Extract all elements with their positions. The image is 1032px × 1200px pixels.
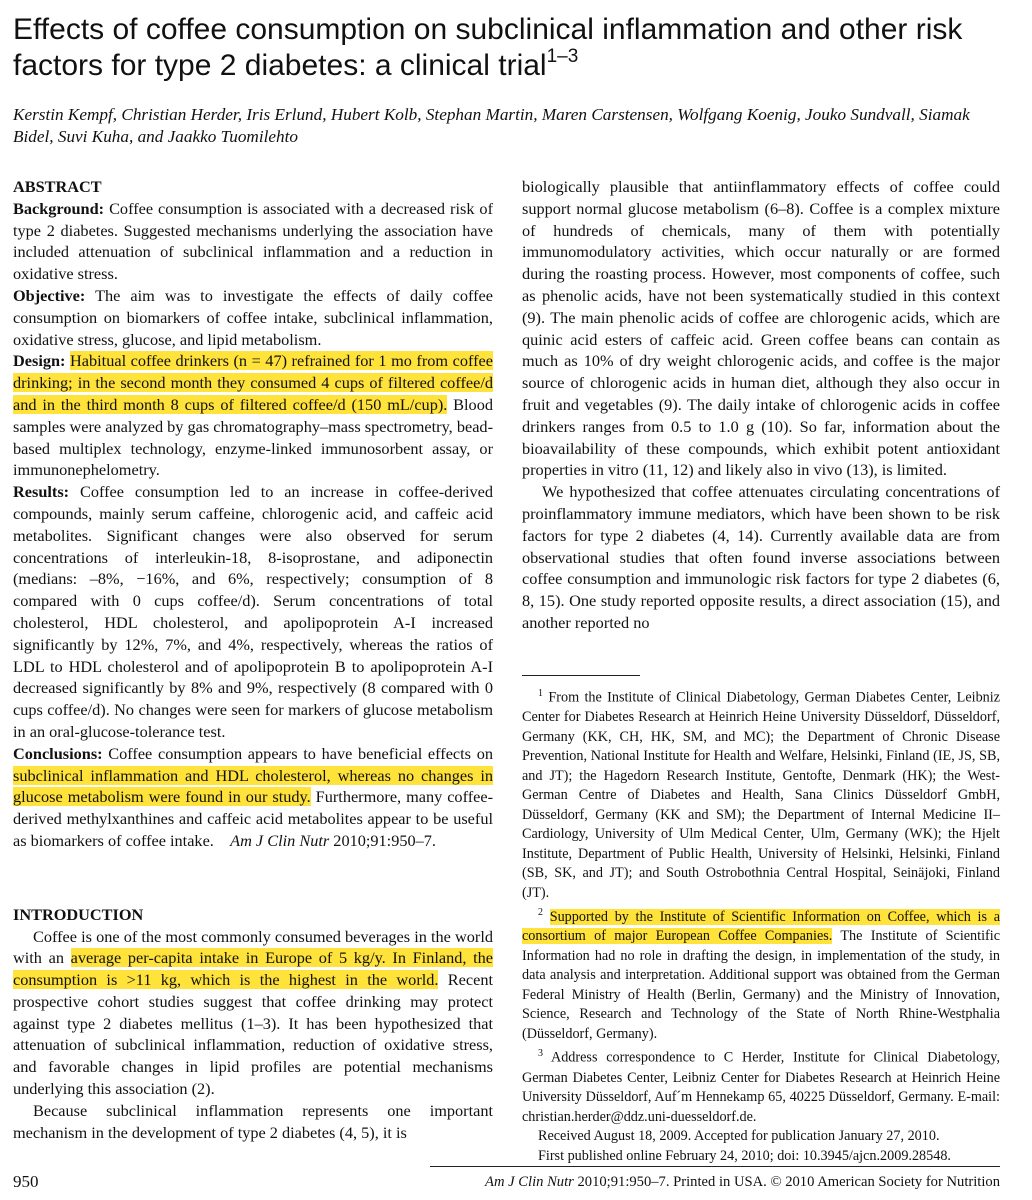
design-text: Blood samples were analyzed by gas chromatography–mass spectrometry, bead-based multiplex technology, enzyme-linked immunosorbent assay, or immunonephelometry.	[13, 394, 493, 480]
footer-citation: 2010;91:950–7. Printed in USA. © 2010 American Society for Nutrition	[577, 1174, 1000, 1190]
objective-text: The aim was to investigate the effects of daily coffee consumption on biomarkers of coffee intake, subclinical inflammation, oxidative stress, glucose, and lipid metabolism.	[13, 285, 493, 349]
footnote-1-mark: 1	[538, 688, 543, 699]
design-highlight: Habitual coffee drinkers (n = 47) refrained for 1 mo from coffee drinking; in the second month they consumed 4 cups of filtered coffee/d and in the third month 8 cups of filtered coffee/d (150 mL/cup).	[13, 351, 494, 414]
footnote-2-mark: 2	[538, 907, 543, 919]
footnotes	[522, 684, 1000, 1166]
intro-p1-highlight: average per-capita intake in Europe of 5 kg/y. In Finland, the consumption is >11 kg, which is the highest in the world.	[13, 948, 493, 990]
footer-divider	[430, 1166, 1000, 1167]
conclusions-highlight: subclinical inflammation and HDL cholesterol, whereas no changes in glucose metabolism were found in our study.	[13, 765, 493, 807]
author-list: Kerstin Kempf, Christian Herder, Iris Erlund, Hubert Kolb, Stephan Martin, Maren Carstensen, Wolfgang Koenig, Jouko Sundvall, Siamak Bidel, Suvi Kuha, and Jaakko Tuomilehto	[13, 105, 970, 146]
background-text: Coffee consumption is associated with a decreased risk of type 2 diabetes. Suggested mechanisms underlying the association have included attenuation of subclinical inflammation and a reduction in oxidative stress.	[13, 198, 493, 284]
footnote-divider	[522, 675, 640, 676]
abstract-heading: ABSTRACT	[13, 177, 102, 196]
page-number: 950	[13, 1172, 39, 1191]
conclusions-label: Conclusions:	[13, 743, 103, 763]
objective-label: Objective:	[13, 285, 86, 305]
footnote-1	[522, 684, 1000, 903]
intro-paragraph-1	[13, 926, 493, 1100]
footer-journal: Am J Clin Nutr	[485, 1174, 574, 1190]
right-column	[522, 176, 1000, 634]
title-text: Effects of coffee consumption on subclinical inflammation and other risk factors for type 2 diabetes: a clinical trial	[13, 13, 963, 82]
left-column	[13, 176, 493, 1143]
background-label: Background:	[13, 198, 105, 218]
received-date: Received August 18, 2009. Accepted for publication January 27, 2010.	[538, 1128, 940, 1145]
citation-journal: Am J Clin Nutr	[230, 830, 330, 850]
running-footer	[485, 1174, 1000, 1191]
design-label: Design:	[13, 351, 66, 371]
intro-paragraph-3: We hypothesized that coffee attenuates circulating concentrations of proinflammatory immune mediators, which have been shown to be risk factors for type 2 diabetes (4, 14). Currently available data are from observational studies that often found inverse associations between coffee consumption and immunologic risk factors for type 2 diabetes (6, 8, 15). One study reported opposite results, a direct association (15), and another reported no	[522, 482, 1000, 632]
footnote-1-text: From the Institute of Clinical Diabetology, German Diabetes Center, Leibniz Center for Diabetes Research at Heinrich Heine University Düsseldorf, Düsseldorf, Germany (KK, CH, HK, SM, and MC); the Department of Chronic Disease Prevention, National Institute for Health and Welfare, Helsinki, Finland (IE, JS, SB, and JT); the Hagedorn Research Institute, Gentofte, Denmark (HK); the West-German Centre of Diabetes and Health, Sana Clinics Düsseldorf GmbH, Düsseldorf, Germany (KK and SM); the Department of Internal Medicine II– Cardiology, University of Ulm Medical Center, Ulm, Germany (WK); the Hjelt Institute, Department of Public Health, University of Helsinki, Helsinki, Finland (SB, SK, and JT); and South Ostrobothnia Central Hospital, Seinäjoki, Finland (JT).	[522, 689, 1001, 901]
title-footnote-marks: 1–3	[546, 46, 579, 67]
conclusions-text-post: Furthermore, many coffee-derived methylxanthines and caffeic acid metabolites appear to be useful as biomarkers of coffee intake.	[13, 787, 493, 850]
footnote-2-highlight: Supported by the Institute of Scientific Information on Coffee, which is a consortium of major European Coffee Companies.	[522, 908, 1000, 945]
intro-p1-post: Recent prospective cohort studies suggest that coffee drinking may protect against type 2 diabetes mellitus (1–3). It has been hypothesized that attenuation of subclinical inflammation, reduction of oxidative stress, and favorable changes in lipid profiles are potential mechanisms underlying this association (2).	[13, 970, 493, 1099]
published-date: First published online February 24, 2010; doi: 10.3945/ajcn.2009.28548.	[538, 1147, 951, 1164]
intro-p1-pre: Coffee is one of the most commonly consumed beverages in the world with an	[13, 926, 493, 968]
results-text: Coffee consumption led to an increase in coffee-derived compounds, mainly serum caffeine, chlorogenic acid, and caffeic acid metabolites. Significant changes were also observed for serum concentrations of interleukin-18, 8-isoprostane, and adiponectin (medians: –8%, −16%, and 6%, respectively; consumption of 8 compared with 0 cups coffee/d). Serum concentrations of total cholesterol, HDL cholesterol, and apolipoprotein A-I increased significantly by 12%, 7%, and 4%, respectively, whereas the ratios of LDL to HDL cholesterol and of apolipoprotein B to apolipoprotein A-I decreased significantly by 8% and 9%, respectively (8 compared with 0 cups coffee/d). No changes were seen for markers of glucose metabolism in an oral-glucose-tolerance test.	[13, 482, 494, 741]
abstract-design	[13, 350, 493, 481]
footnote-2	[522, 903, 1000, 1044]
results-label: Results:	[13, 482, 70, 502]
abstract-conclusions	[13, 743, 493, 852]
footnote-3-text: Address correspondence to C Herder, Institute for Clinical Diabetology, German Diabetes Center, Leibniz Center for Diabetes Research at Heinrich Heine University Düsseldorf, Auf´m Hennekamp 65, 40225 Düsseldorf, Germany. E-mail: christian.herder@ddz.uni-duesseldorf.de.	[522, 1050, 1001, 1125]
abstract-background	[13, 198, 493, 285]
abstract-results	[13, 481, 493, 743]
intro-paragraph-2-continued: biologically plausible that antiinflammatory effects of coffee could support normal glucose metabolism (6–8). Coffee is a complex mixture of hundreds of chemicals, many of them with potentially immunomodulatory activities, which occur naturally or are formed during the roasting process. However, most components of coffee, such as phenolic acids, have not been systematically studied in this context (9). The main phenolic acids of coffee are chlorogenic acids, which are quinic acid esters of caffeic acid. Green coffee beans can contain as much as 10% of dry weight chlorogenic acids, and coffee is the major source of chlorogenic acids in human diet, although they also occur in fruit and vegetables (9). The daily intake of chlorogenic acids in coffee drinkers ranges from 0.5 to 1.0 g (10). So far, information about the bioavailability of these compounds, which exhibit potent antioxidant properties in vitro (11, 12) and likely also in vivo (13), is limited.	[522, 177, 1000, 480]
abstract-objective	[13, 285, 493, 350]
introduction-heading: INTRODUCTION	[13, 904, 144, 924]
intro-paragraph-2: Because subclinical inflammation represents one important mechanism in the development of type 2 diabetes (4, 5), it is	[13, 1100, 493, 1142]
footnote-2-text: The Institute of Scientific Information had no role in drafting the design, in implementation of the study, in data analysis and interpretation. Additional support was obtained from the German Federal Ministry of Health (Berlin, Germany) and the Ministry of Innovation, Science, Research and Technology of the State of North Rhine-Westphalia (Düsseldorf, Germany).	[522, 928, 1000, 1042]
footnote-3	[522, 1044, 1000, 1127]
section-gap	[13, 852, 493, 904]
citation-details: 2010;91:950–7.	[333, 830, 436, 850]
footnote-3-mark: 3	[538, 1048, 543, 1060]
article-title	[13, 12, 1013, 84]
conclusions-text-pre: Coffee consumption appears to have beneficial effects on	[108, 743, 493, 763]
